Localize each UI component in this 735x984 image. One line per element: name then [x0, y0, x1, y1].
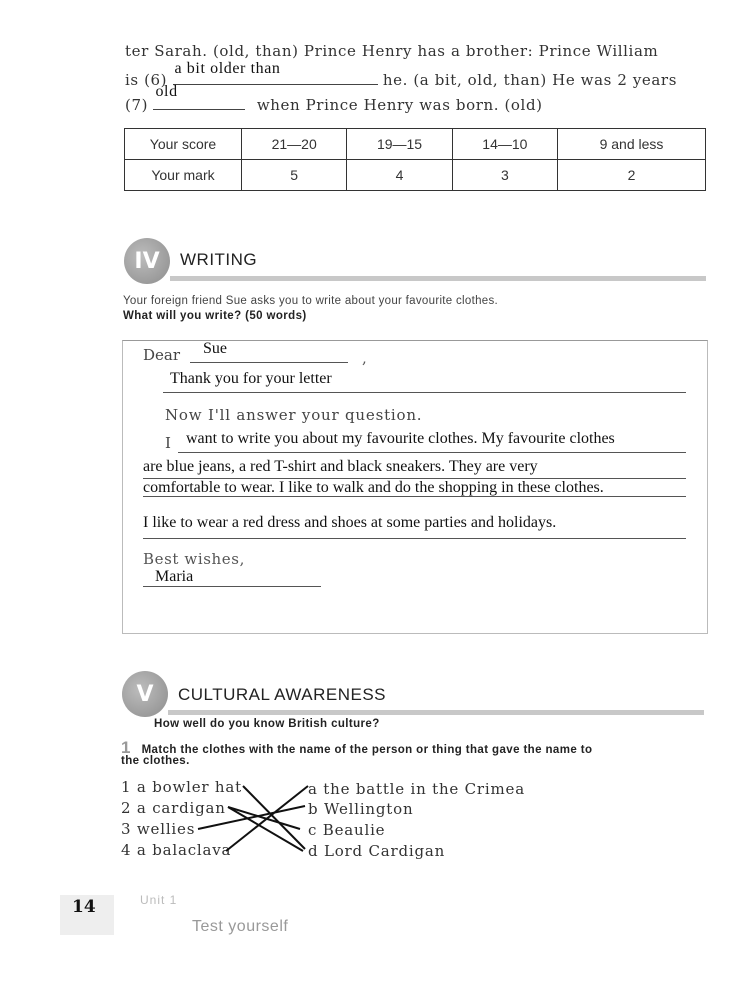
answer-7-text: old: [155, 83, 178, 100]
table-cell: 5: [242, 160, 347, 191]
match-line-4-a: [226, 786, 308, 851]
letter-line-3: comfortable to wear. I like to walk and do the shopping in these clothes.: [143, 479, 604, 496]
letter-comma: ,: [362, 349, 367, 367]
gap-6-label: is (6): [125, 71, 168, 89]
match-right-b: b Wellington: [308, 800, 414, 818]
table-cell: 9 and less: [558, 129, 706, 160]
match-left-4: 4 a balaclava: [121, 841, 232, 859]
writing-instruction: Your foreign friend Sue asks you to write about your favourite clothes.: [123, 295, 499, 307]
cultural-heading: CULTURAL AWARENESS: [178, 685, 387, 704]
letter-dear: Dear: [143, 346, 181, 364]
letter-signature: Maria: [155, 568, 194, 585]
section-iv-badge: IV: [124, 238, 170, 284]
cultural-subtitle: How well do you know British culture?: [154, 718, 380, 730]
task-text: Match the clothes with the name of the person or thing that gave the name to: [141, 744, 593, 756]
letter-closing: Best wishes,: [143, 550, 245, 568]
task-number: 1: [121, 738, 131, 757]
table-cell: Your score: [125, 129, 242, 160]
letter-thanks: Thank you for your letter: [170, 370, 332, 387]
table-cell: 19—15: [347, 129, 452, 160]
table-cell: Your mark: [125, 160, 242, 191]
task-text-2: the clothes.: [121, 755, 190, 767]
letter-now: Now I'll answer your question.: [165, 406, 423, 424]
letter-line-2: are blue jeans, a red T-shirt and black sneakers. They are very: [143, 458, 538, 475]
table-cell: 21—20: [242, 129, 347, 160]
letter-line-1: want to write you about my favourite clothes. My favourite clothes: [186, 430, 615, 447]
match-left-1: 1 a bowler hat: [121, 778, 242, 796]
match-right-d: d Lord Cardigan: [308, 842, 446, 860]
letter-i: I: [165, 434, 171, 452]
writing-heading: WRITING: [180, 250, 258, 269]
table-cell: 14—10: [452, 129, 557, 160]
unit-label: Unit 1: [140, 893, 178, 907]
answer-6-text: a bit older than: [174, 60, 281, 77]
table-cell: 3: [452, 160, 557, 191]
gap-7-label: (7): [125, 96, 149, 114]
section-v-badge: V: [122, 671, 168, 717]
table-cell: 4: [347, 160, 452, 191]
text-line-1: ter Sarah. (old, than) Prince Henry has a brother: Prince William: [125, 42, 659, 60]
match-left-3: 3 wellies: [121, 820, 196, 838]
table-cell: 2: [558, 160, 706, 191]
line-3-rest: when Prince Henry was born. (old): [256, 96, 543, 114]
match-right-a: a the battle in the Crimea: [308, 780, 525, 798]
page-number: 14: [72, 897, 96, 917]
line-2-rest: he. (a bit, old, than) He was 2 years: [382, 71, 678, 89]
match-right-c: c Beaulie: [308, 821, 386, 839]
letter-line-4: I like to wear a red dress and shoes at some parties and holidays.: [143, 514, 557, 531]
test-yourself-label: Test yourself: [192, 918, 289, 935]
match-left-2: 2 a cardigan: [121, 799, 226, 817]
letter-name: Sue: [203, 340, 227, 357]
writing-question: What will you write? (50 words): [123, 310, 307, 322]
